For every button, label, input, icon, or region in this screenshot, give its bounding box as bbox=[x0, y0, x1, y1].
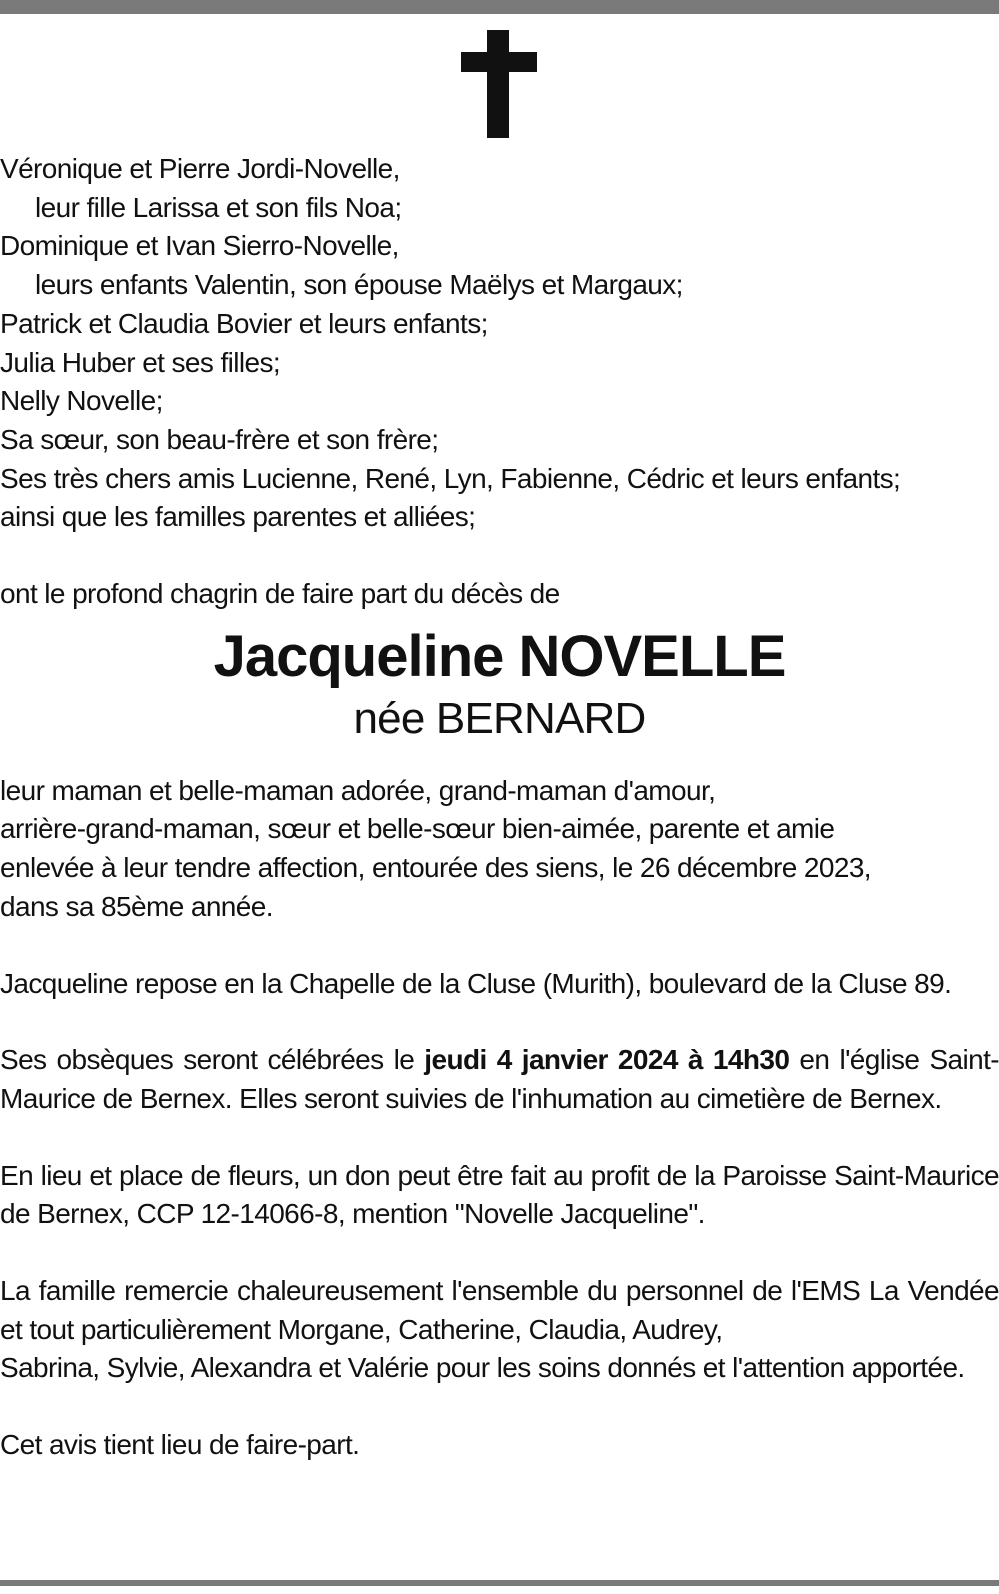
top-rule bbox=[0, 0, 999, 14]
family-line: leurs enfants Valentin, son épouse Maëlys et Margaux; bbox=[35, 269, 683, 301]
family-line: Patrick et Claudia Bovier et leurs enfants; bbox=[0, 307, 488, 339]
family-line: Julia Huber et ses filles; bbox=[0, 346, 281, 378]
description-line: arrière-grand-maman, sœur et belle-sœur bien-aimée, parente et amie bbox=[0, 813, 835, 845]
cross-icon bbox=[461, 30, 537, 138]
description bbox=[0, 772, 999, 927]
funeral-text-before: Ses obsèques seront célébrées le bbox=[0, 1044, 425, 1076]
bottom-rule bbox=[0, 1580, 999, 1586]
family-line: Dominique et Ivan Sierro-Novelle, bbox=[0, 230, 399, 262]
family-line: Véronique et Pierre Jordi-Novelle, bbox=[0, 153, 400, 184]
family-line: Ses très chers amis Lucienne, René, Lyn, Fabienne, Cédric et leurs enfants; bbox=[0, 462, 901, 494]
family-line: leur fille Larissa et son fils Noa; bbox=[35, 191, 402, 223]
thanks-text-2: Sabrina, Sylvie, Alexandra et Valérie pour les soins donnés et l'attention apportée. bbox=[0, 1352, 965, 1384]
funeral-date: jeudi 4 janvier 2024 à 14h30 bbox=[424, 1044, 790, 1076]
maiden-name: née BERNARD bbox=[353, 693, 646, 743]
family-list bbox=[0, 150, 999, 537]
funeral-text-after: en l'église Saint-Maurice de Bernex. Elles seront suivies de l'inhumation au cimetière de Bernex. bbox=[0, 1044, 999, 1114]
deceased-name: Jacqueline NOVELLE bbox=[213, 623, 786, 689]
family-line: Nelly Novelle; bbox=[0, 385, 163, 417]
intro-text: ont le profond chagrin de faire part du décès de bbox=[0, 578, 560, 610]
funeral-text bbox=[0, 1041, 999, 1118]
donation-text: En lieu et place de fleurs, un don peut être fait au profit de la Paroisse Saint-Maurice de Bernex, CCP 12-14066-8, mention "Novelle Jacqueline". bbox=[0, 1159, 999, 1230]
repose-text: Jacqueline repose en la Chapelle de la Cluse (Murith), boulevard de la Cluse 89. bbox=[0, 967, 952, 999]
description-line: leur maman et belle-maman adorée, grand-maman d'amour, bbox=[0, 774, 716, 806]
thanks-text-1: La famille remercie chaleureusement l'ensemble du personnel de l'EMS La Vendée et tout particulièrement Morgane, Catherine, Claudia, Audrey, bbox=[0, 1275, 999, 1345]
description-line: enlevée à leur tendre affection, entourée des siens, le 26 décembre 2023, bbox=[0, 852, 871, 884]
description-line: dans sa 85ème année. bbox=[0, 890, 273, 922]
family-line: ainsi que les familles parentes et alliées; bbox=[0, 501, 476, 533]
closing-text: Cet avis tient lieu de faire-part. bbox=[0, 1429, 360, 1461]
obituary-body bbox=[0, 150, 999, 1465]
family-line: Sa sœur, son beau-frère et son frère; bbox=[0, 423, 439, 455]
